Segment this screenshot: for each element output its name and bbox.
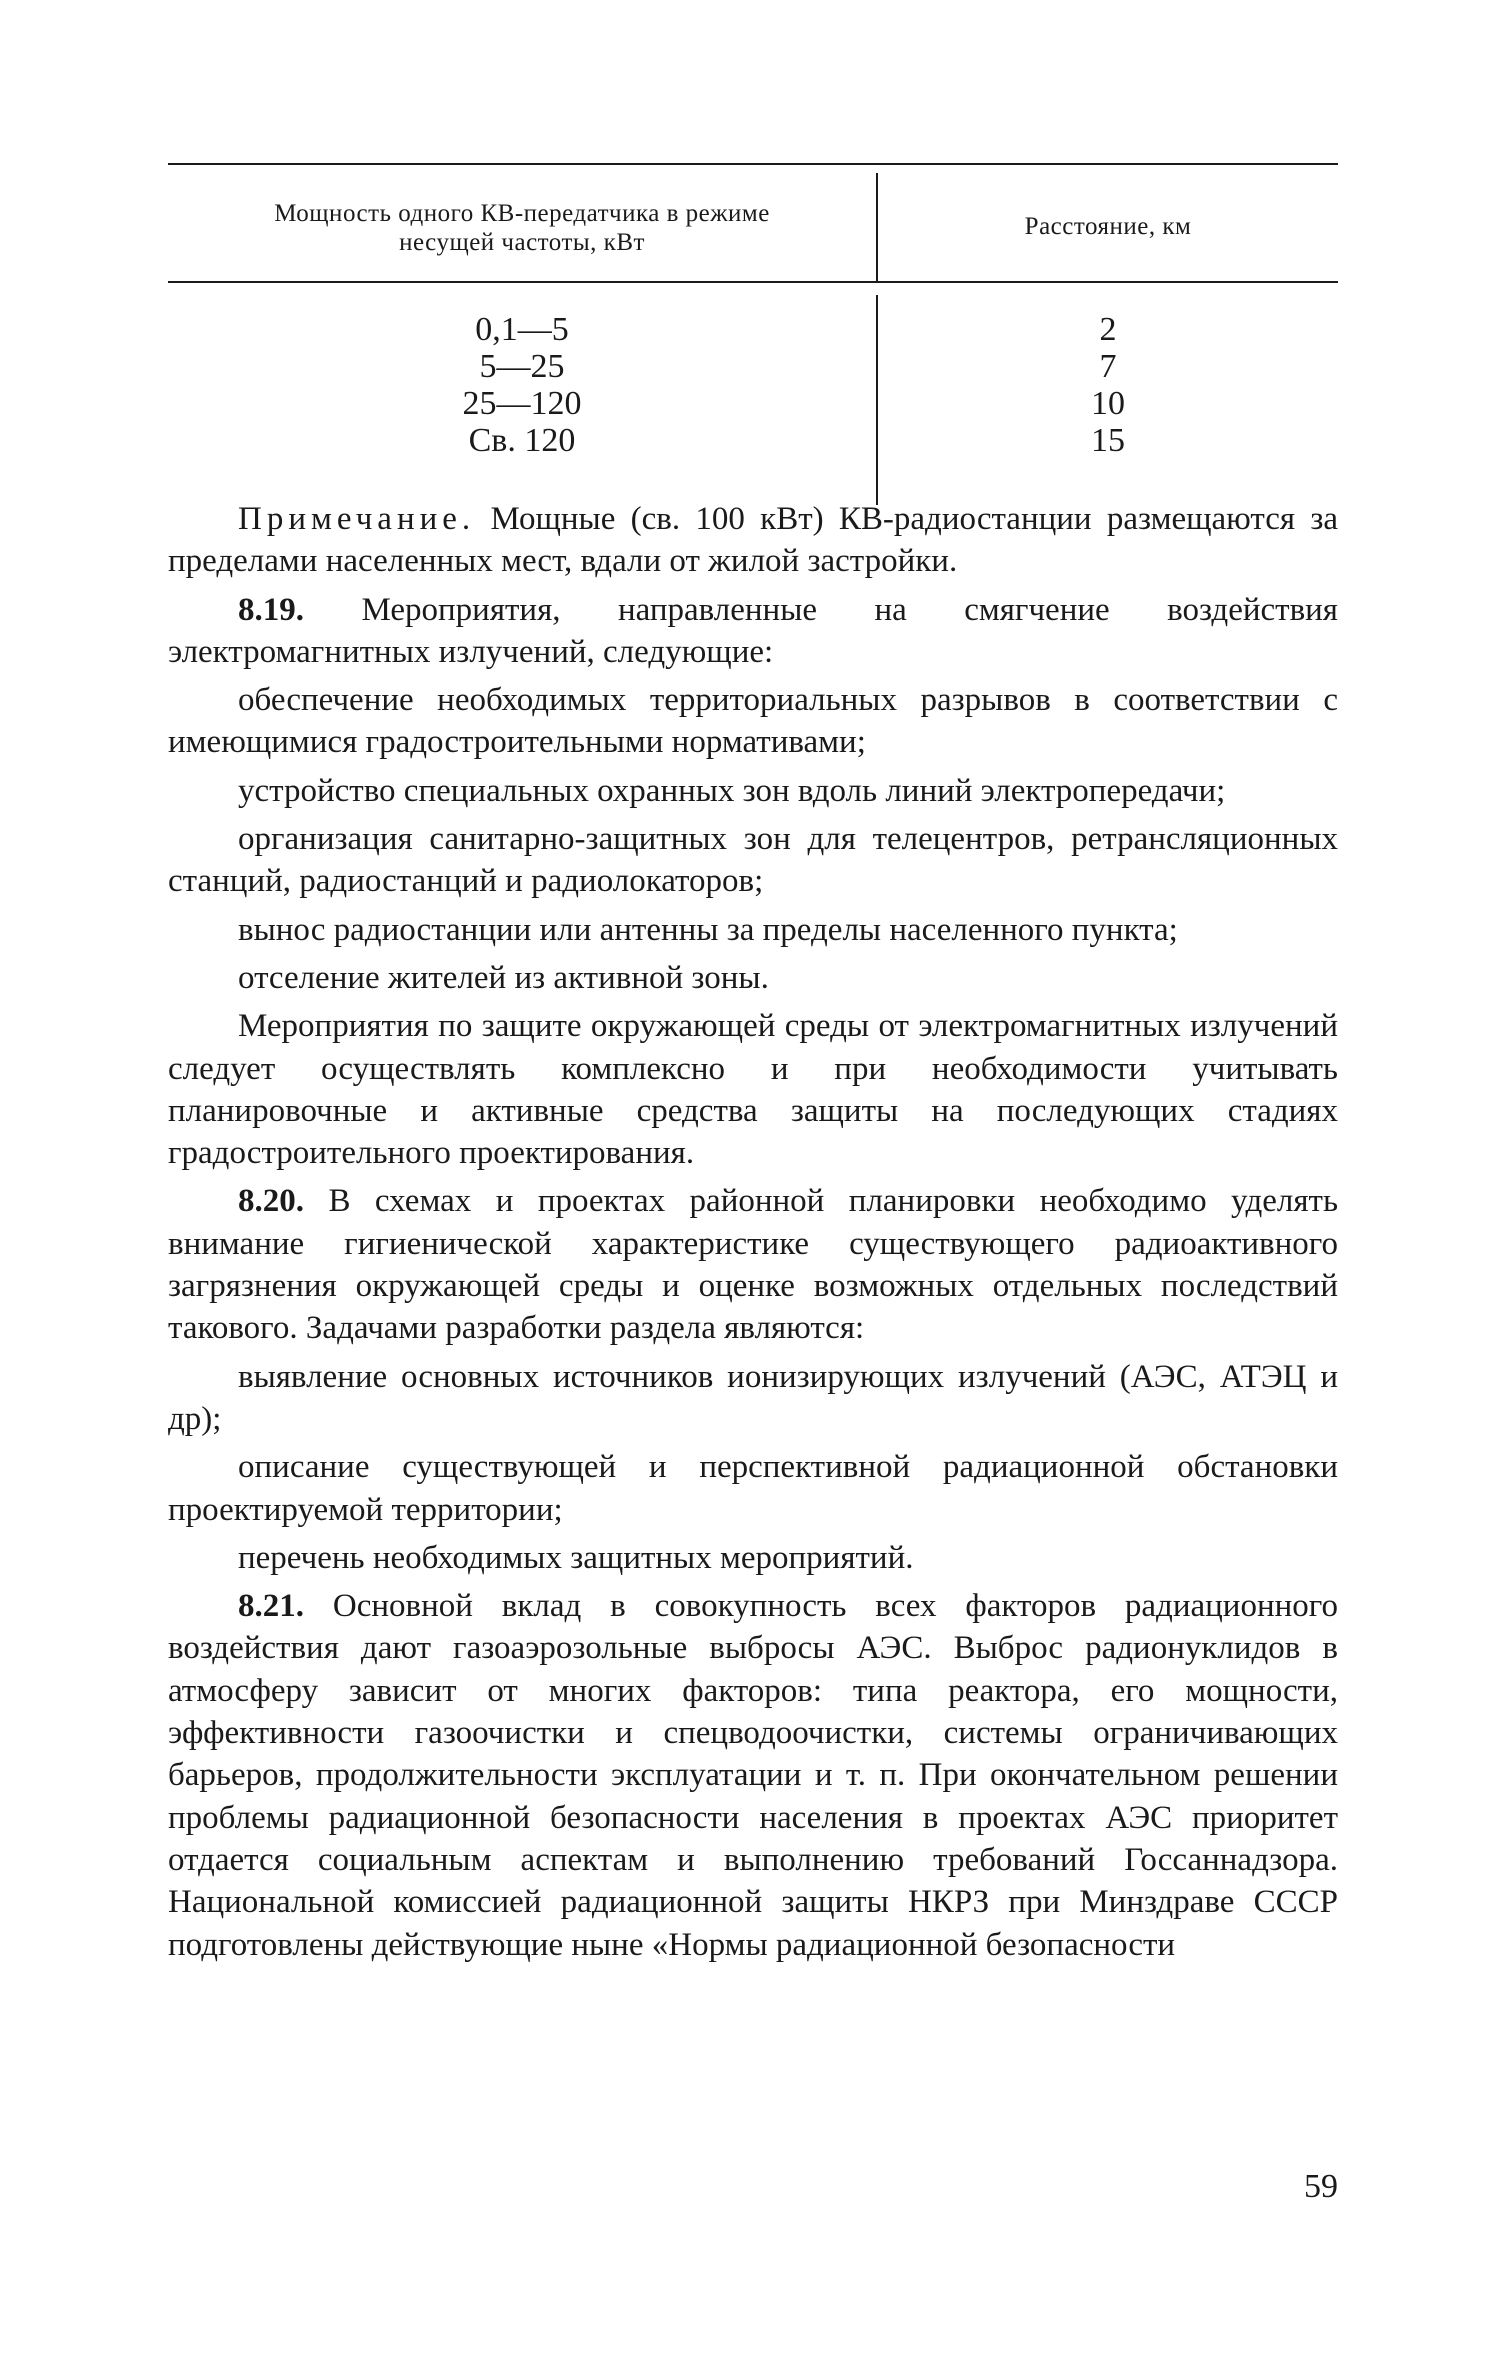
table-cell-distance: 2 bbox=[1099, 311, 1117, 348]
section-number: 8.21. bbox=[238, 1588, 304, 1625]
table-cell-power: Св. 120 bbox=[468, 422, 576, 459]
section-8-20-intro-text: В схемах и проектах районной планировки необходимо уделять внимание гигиенической характеристике существующего радиоактивного загрязнения окружающей среды и оценке возможных отдельных последствий такового. Задачами разработки раздела являются: bbox=[168, 1183, 1338, 1347]
table-cell-power: 0,1—5 bbox=[475, 311, 569, 348]
list-item: отселение жителей из активной зоны. bbox=[238, 959, 769, 996]
distance-table bbox=[168, 163, 1338, 508]
section-number: 8.19. bbox=[238, 591, 304, 628]
page-number: 59 bbox=[1304, 2168, 1338, 2205]
table-header-power bbox=[168, 199, 876, 257]
section-8-20-intro bbox=[168, 1180, 1338, 1349]
list-item: перечень необходимых защитных мероприятий. bbox=[238, 1539, 914, 1576]
table-cell-distance: 10 bbox=[1091, 385, 1125, 422]
body-text bbox=[168, 498, 1338, 1966]
table-cell-distance: 7 bbox=[1099, 348, 1117, 385]
list-item: устройство специальных охранных зон вдоль линий электропередачи; bbox=[238, 772, 1226, 809]
note-text: Мощные (св. 100 кВт) КВ-радиостанции размещаются за пределами населенных мест, вдали от жилой застройки. bbox=[168, 501, 1338, 580]
header-power-line-1: Мощность одного КВ-передатчика в режиме bbox=[274, 200, 770, 227]
list-item: выявление основных источников ионизирующих излучений (АЭС, АТЭЦ и др); bbox=[168, 1358, 1338, 1437]
table-top-rule bbox=[168, 163, 1338, 165]
section-8-19-intro-text: Мероприятия, направленные на смягчение воздействия электромагнитных излучений, следующие: bbox=[168, 591, 1338, 670]
section-number: 8.20. bbox=[238, 1183, 304, 1220]
list-item: вынос радиостанции или антенны за пределы населенного пункта; bbox=[238, 911, 1178, 948]
table-header-distance: Расстояние, км bbox=[1024, 213, 1192, 240]
table-note bbox=[168, 498, 1338, 583]
list-item: обеспечение необходимых территориальных разрывов в соответствии с имеющимися градостроительными нормативами; bbox=[168, 682, 1338, 761]
header-power-line-2: несущей частоты, кВт bbox=[399, 229, 645, 256]
table-distance-column bbox=[878, 311, 1338, 459]
table-cell-distance: 15 bbox=[1091, 422, 1125, 459]
list-item: организация санитарно-защитных зон для телецентров, ретрансляционных станций, радиостанций и радиолокаторов; bbox=[168, 821, 1338, 900]
table-header-rule bbox=[168, 281, 1338, 283]
section-8-21-text: Основной вклад в совокупность всех факторов радиационного воздействия дают газоаэрозольные выбросы АЭС. Выброс радионуклидов в атмосферу зависит от многих факторов: типа реактора, его мощности, эффективности газоочистки и спецводоочистки, системы ограничивающих барьеров, продолжительности эксплуатации и т. п. При окончательном решении проблемы радиационной безопасности населения в проектах АЭС приоритет отдается социальным аспектам и выполнению требований Госсаннадзора. Национальной комиссией радиационной защиты НКРЗ при Минздраве СССР подготовлены действующие ныне «Нормы радиационной безопасности bbox=[168, 1588, 1338, 1963]
section-8-21 bbox=[168, 1585, 1338, 1966]
section-8-19-closing: Мероприятия по защите окружающей среды от электромагнитных излучений следует осуществлять комплексно и при необходимости учитывать планировочные и активные средства защиты на последующих стадиях градостроительного проектирования. bbox=[168, 1008, 1338, 1172]
list-item: описание существующей и перспективной радиационной обстановки проектируемой территории; bbox=[168, 1449, 1338, 1528]
table-cell-power: 5—25 bbox=[479, 348, 565, 385]
table-power-column bbox=[168, 311, 876, 459]
section-8-19-intro bbox=[168, 589, 1338, 674]
note-label: Примечание. bbox=[238, 501, 476, 537]
table-cell-power: 25—120 bbox=[462, 385, 582, 422]
